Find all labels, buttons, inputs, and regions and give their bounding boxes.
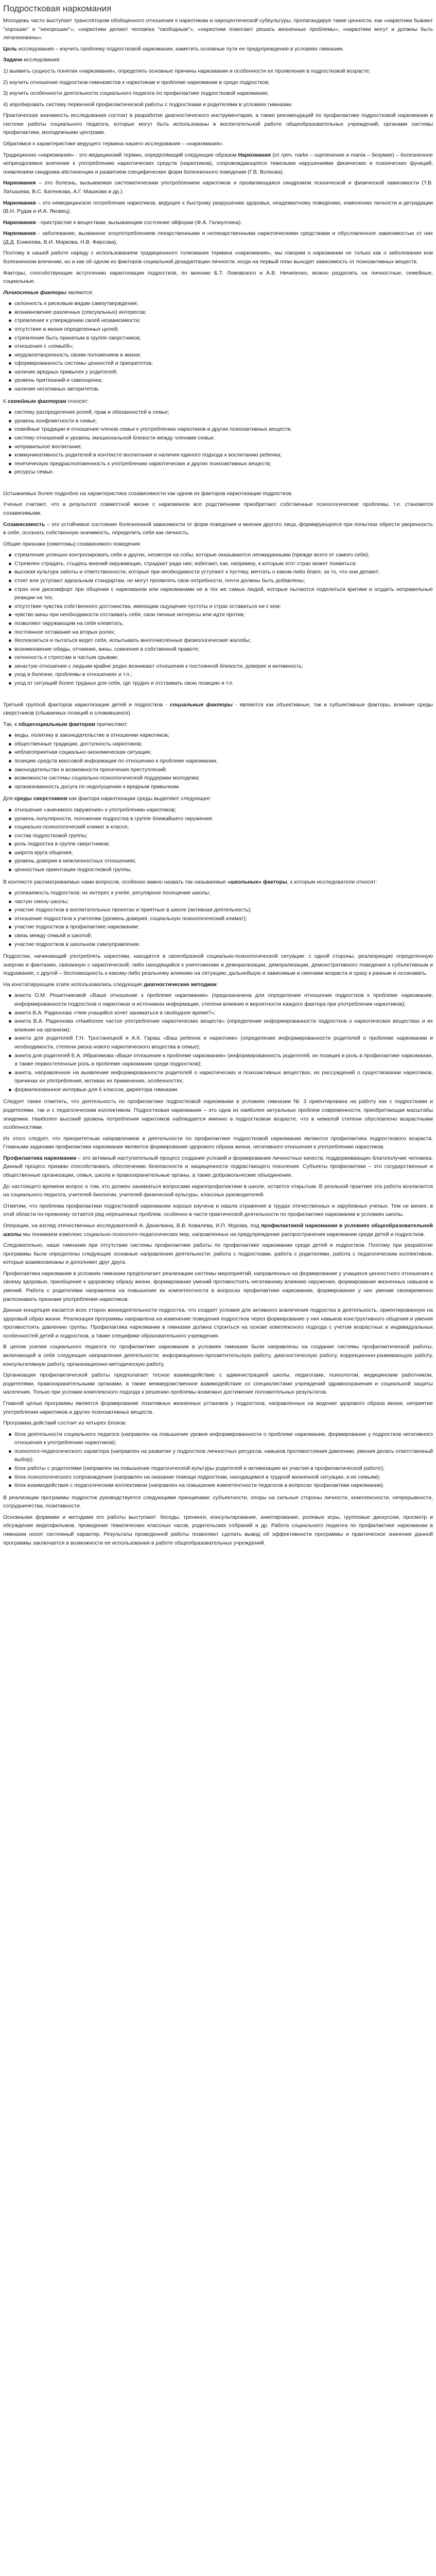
- paragraph: [3, 500, 433, 517]
- spacer: [3, 480, 433, 489]
- text-run: - заболевание, вызванное злоупотреблением лекарственными и нелекарственными наркотическими средствами и обусловленное зависимостью от них (Д.Д. Еникеева, В.И. Маркова, Н.В. Фирсова).: [3, 230, 433, 245]
- list-item: ресурсы семьи.: [14, 468, 433, 477]
- text-run: Третьей группой факторов наркотизации детей и подростков -: [3, 701, 170, 708]
- list-item: блок деятельности социального педагога (направлен на повышение уровня информированности о проблеме наркомании, формирование у подростков негативного отношения к употреблению наркотиков);: [14, 1430, 433, 1447]
- paragraph: [3, 1269, 433, 1303]
- list-item: анкета О.М. Решетниковой «Ваше отношение к проблеме наркомании» (предназначена для определения отношения подростков к проблеме наркомании, информированности подростков о наркотиках и источниках информации, степени влияния и вероятности каждого фактора при употреблении наркотиков);: [14, 991, 433, 1008]
- paragraph: [3, 179, 433, 196]
- term-highlight: «школьные» факторы: [227, 878, 287, 885]
- paragraph: [3, 78, 433, 87]
- text-run: относят:: [66, 398, 89, 404]
- list-item: уход в болезни, проблемы в отношениях и т.п.;: [14, 670, 433, 679]
- list-item: роль подростка в группе сверстников;: [14, 840, 433, 849]
- text-run: Общие признаки (симптомы) созависимого поведения:: [3, 540, 142, 547]
- paragraph: [3, 249, 433, 266]
- list-item: генетическую предрасположенность к употреблению наркотических и других психоактивных веществ;: [14, 460, 433, 468]
- list-item: общественные традиции, доступность наркотиков;: [14, 740, 433, 749]
- paragraph: [3, 980, 433, 989]
- text-run: (от греч. narke – оцепенение и mania – безумие) – болезненное непреодолимое влечение к употреблению наркотических средств (наркотиков), сопровождающееся тяжелыми нарушениями физических и психических функций, появлением синдрома абстиненции и развитием специфических форм болезненного поведения (Г.В. Волкова).: [3, 151, 433, 175]
- text-run: Профилактика наркомании в условиях гимназии предполагает реализацию системы мероприятий, направленных на формирование у учащихся ценностного отношения к своему здоровью, приобщение к здоровому образу жизни, формирование умений противостоять негативному влиянию окружения, формирование жизненных навыков и умений. Работа с родителями направлена на повышение их компетентности в вопросах профилактики наркомании, формирование у них умения своевременно распознавать признаки употребления наркотиков.: [3, 1270, 433, 1302]
- bullet-list: [3, 299, 433, 393]
- paragraph: [3, 1241, 433, 1267]
- list-item: уровень притязаний и самооценка;: [14, 376, 433, 385]
- text-run: Из этого следует, что приоритетным направлением в деятельности по профилактике подростковой наркомании являются профилактика подросткового возраста. Главными задачами профилактики наркомании являются формирование здорового образа жизни, негативного отношения к употреблению наркотиков.: [3, 1135, 433, 1150]
- list-item: стремление к утверждению своей независимости;: [14, 316, 433, 325]
- paragraph: [3, 269, 433, 286]
- text-run: Традиционно «наркомания» - это медицинский термин, определяющий следующие образом: [3, 151, 238, 158]
- list-item: стремление успешно контролировать себя и других, несмотря на собы, которые оказываются неожиданными (прежде всего от самого себя);: [14, 551, 433, 560]
- list-item: позволяют окружающим на себя клеветать;: [14, 619, 433, 628]
- list-item: формализованное интервью для 6 классов, директора гимназии.: [14, 1086, 433, 1094]
- list-item: неправильное воспитание;: [14, 443, 433, 451]
- list-item: моды, политику в законодательстве в отношении наркотиков;: [14, 731, 433, 740]
- paragraph: [3, 520, 433, 537]
- paragraph: [3, 229, 433, 246]
- list-item: анкета В.А. Радионова «Наиболее частое употребление наркотических веществ» (определение информированности подростков о наркотических веществах и их влияние на организм);: [14, 1017, 433, 1034]
- text-run: Остыжаемых более подробно на характеристика созависимости как одном из факторов наркотизации подростков.: [3, 490, 293, 497]
- list-item: социально-психологический климат в классе;: [14, 823, 433, 832]
- list-item: отсутствие чувства собственного достоинства, имеющим ощущение пустоты и страх оставаться ни с кем;: [14, 602, 433, 611]
- paragraph: [3, 67, 433, 76]
- paragraph: [3, 1097, 433, 1131]
- list-item: возникновение обиды, отчаяния, вины, сомнения в собственной правоте;: [14, 645, 433, 654]
- list-item: участие подростков в воспитательных проектах и приятные в школе (активная деятельность);: [14, 906, 433, 914]
- paragraph: [3, 1182, 433, 1199]
- text-run: :: [216, 981, 218, 988]
- list-item: отношения с «семьёй»;: [14, 342, 433, 351]
- list-item: стоят или уступают идеальным стандартам, не могут проявлять свои потребности, почти должны быть добавлены;: [14, 577, 433, 585]
- list-item: высокая культура заботы и ответственности, которые при необходимости уступают к пустяку, мечтать о каком-либо благе, за то, что они делают;: [14, 568, 433, 577]
- list-item: уровень доверия в межличностных отношениях;: [14, 857, 433, 866]
- bullet-list: [3, 1430, 433, 1490]
- paragraph: [3, 56, 433, 64]
- list-item: отношение «значимого окружения» к употреблению наркотиков;: [14, 806, 433, 815]
- list-item: уровень популярности, положение подростка в группе ближайшего окружения;: [14, 815, 433, 823]
- paragraph: [3, 1202, 433, 1219]
- text-run: Молодежь часто выступает транслятором обобщенного отношения к наркотикам и нароцентической субкультуры, пропагандируя такие ценности, как «наркотики бывают "хорошие" и "нехорошие"», «наркотики делают человека "свободным"», «наркотики помогают решать жизненные проблемы», «наркотики могут и должны быть легализованы».: [3, 18, 433, 41]
- text-run: как фактора наркотизации среды выделяют следующее:: [67, 795, 212, 802]
- spacer: [3, 691, 433, 701]
- text-run: В целом усилия социального педагога по профилактике наркомании в условиях гимназии были направлены на создание системы профилактической работы, включающей в себя следующие направления деятельности: информационно-просветительскую работу, диагностическую работу, коррекционно-развивающую работу, консультативную работу, организационно-методическую работу.: [3, 1344, 433, 1367]
- text-run: Главной целью программы является формирование позитивных жизненных установок у подростков, направленных на ведение здорового образа жизни, неприятие употребления наркотиков и других психоактивных веществ.: [3, 1400, 433, 1415]
- list-item: склонность к рисковым видам самоутверждения;: [14, 299, 433, 308]
- term-highlight: Наркомания: [238, 151, 271, 158]
- bullet-list: [3, 806, 433, 874]
- text-run: Программа действий состоит из четырех блоков:: [3, 1420, 127, 1427]
- list-item: психолого-педагогического характера (направлен на развитие у подростков личностных ресурсов, навыков противостояния давлению, умения делать ответственный выбор);: [14, 1447, 433, 1464]
- bullet-list: [3, 889, 433, 948]
- text-run: Факторы, способствующие вступлению наркотизации подростков, по мнению Б.Т. Ломовского и А.В. Ничипенко, можно разделить на личностные, семейные, социальные.: [3, 269, 433, 285]
- term-highlight: Задачи: [3, 57, 23, 63]
- list-item: анкета, направленное на выявление информированности родителей о наркотических и психоактивных веществах, их рассуждений о существовании наркотиков, причинах их употребления, мотивах их применения, особенностях;: [14, 1069, 433, 1086]
- text-run: исследования:: [22, 57, 61, 63]
- paragraph: [3, 1154, 433, 1180]
- paragraph: [3, 397, 433, 406]
- text-run: – это немедицинское потребление наркотиков, ведущее к быстрому разрушению здоровья, неадекватному поведению, изменению личности и деградации (В.Н. Рудак и И.А. Яковец).: [3, 199, 433, 215]
- text-run: 4) апробировать систему первичной профилактической работы с подростками и родителями в условиях гимназии.: [3, 101, 293, 108]
- term-highlight: общесоциальным факторам: [18, 721, 96, 727]
- text-run: Следовательно, наше гимназии при отсутствии системы профилактики работы по профилактике наркомании среди детей и подростков. Поэтому при разработке программы были определены следующие основные направления деятельности: работа с подростками, работа с родителями, работа с педагогическим коллективом, которые взаимосвязаны и дополняют друг друга.: [3, 1242, 433, 1266]
- list-item: возникновение различных (сексуальных) интересов;: [14, 308, 433, 317]
- list-item: анкета для родителей Г.Н. Тростанецкой и А.К. Гараш «Ваш ребенок и наркотики» (определение информированности родителей о проблеме наркомании и необходимости, степени риска нового наркотического вещества в семье);: [14, 1034, 433, 1051]
- text-run: К: [3, 398, 8, 404]
- text-run: В реализации программы подросток руководствуется следующими принципами: субъектности, опоры на сильные стороны личности, комплексности, непрерывности, сотрудничества, позитивности.: [3, 1494, 433, 1510]
- page-title: Подростковая наркомания: [3, 4, 112, 13]
- term-highlight: семейным факторам: [8, 398, 66, 404]
- text-run: До настоящего времени вопрос о том, кто должен заниматься вопросами наркопрофилактики в школе, остается открытым. В реальной практике эта работа возлагается на социального педагога, учителей биологии, учителей физической культуры, классных руководителей.: [3, 1183, 433, 1198]
- text-run: являются:: [66, 289, 94, 296]
- paragraph: [3, 794, 433, 803]
- paragraph: [3, 720, 433, 729]
- list-item: участие подростков в школьном самоуправлении.: [14, 940, 433, 949]
- paragraph: [3, 1306, 433, 1340]
- list-item: неблагоприятная социально-экономическая ситуация;: [14, 748, 433, 757]
- list-item: систему отношений и уровень эмоциональной близости между членами семьи;: [14, 434, 433, 443]
- term-highlight: Наркомания: [3, 199, 36, 206]
- list-item: чувство вины при необходимости отстаивать себя, свои личные интересы или идти против;: [14, 611, 433, 619]
- paragraph: [3, 1419, 433, 1428]
- list-item: анкета В.А. Радионова «Чем учащийся хочет заниматься в свободное время?»;: [14, 1009, 433, 1018]
- text-run: - являются как объективные, так и субъективные факторы, влияние среды сверстников (сбываемых позиций и сложившихся).: [3, 701, 433, 717]
- list-item: отсутствие в жизни определенных целей;: [14, 325, 433, 334]
- paragraph: [3, 140, 433, 148]
- text-run: Следует также отметить, что деятельность по профилактике подростковой наркомании в условиях гимназии № 3 ориентирована на работу как с подростками и родителями, так и с педагогическим коллективом. Подростковая наркомания – это одна из наиболее актуальных проблем современности, приобретающая масштабы эпидемии. Наиболее высокий уровень потребления наркотиков наблюдается именно в подростковом возрасте, что в немалой степени обусловлено возрастными особенностями.: [3, 1098, 433, 1131]
- text-run: Так, к: [3, 721, 19, 727]
- term-highlight: Профилактика наркомании: [3, 1155, 77, 1161]
- paragraph: [3, 701, 433, 718]
- list-item: законодательство и возможности пресечения преступлений;: [14, 766, 433, 774]
- text-run: Подростки, начинающий употреблять наркотики, находятся в своеобразной социально-психологической ситуации: с одной стороны, реализующие определенную энергию и фантазию, связанную с наркотической; либо находящийся к уничтожению и деморализации, деморализации, демонстративного поведения к субъективным и подражание, с другой – беспомощность к какому-либо реальному влиянию на ситуацию; дальнейшую и зависимым и сменами возраста и сразу к разным и осознавать.: [3, 953, 433, 977]
- list-item: успеваемость подростков; их интерес к учебе, регулярное посещение школы;: [14, 889, 433, 897]
- text-run: мы понимаем комплекс социально-психолого-педагогических мер, направленных на предупреждение распространения наркомании среди детей и подростков.: [21, 1231, 425, 1238]
- paragraph: [3, 111, 433, 137]
- paragraph: [3, 199, 433, 216]
- text-run: В контексте рассматриваемых нами вопросов, особенно важно назвать так называемые: [3, 878, 228, 885]
- text-run: Организация профилактической работы предполагает тесное взаимодействие с администрацией школы, педагогами, психологом, медицинским работником, родителями, правоохранительными органами, а также межведомственное взаимодействие со специалистами учреждений здравоохранения и социальной защиты населения. Только при условии комплексного подхода к решению проблемы возможно достижение положительных результатов.: [3, 1372, 433, 1396]
- text-run: 2) изучить отношение подростков-гимназистов к наркотикам и проблеме наркомании в среде подростков;: [3, 79, 270, 86]
- list-item: блок психологического сопровождения (направлен на оказание помощи подросткам, находящимся в трудной жизненной ситуации, и их семьям);: [14, 1473, 433, 1482]
- term-highlight: среды сверстников: [14, 795, 67, 802]
- bullet-list: [3, 731, 433, 791]
- list-item: склонность к стрессам и частым срывам;: [14, 653, 433, 662]
- paragraph: [3, 1399, 433, 1416]
- list-item: неудовлетворенность своим положением в жизни;: [14, 351, 433, 360]
- list-item: беспокоиться и пытаться ведет себя, испытывать многочисленные физиологические жалобы;: [14, 636, 433, 645]
- list-item: связь между семьей и школой;: [14, 931, 433, 940]
- list-item: возможности системы социально-психологической поддержки молодежи;: [14, 774, 433, 783]
- list-item: отношение подростков к учителям (уровень доверия, социальную психологический климат);: [14, 914, 433, 923]
- term-highlight: социальные факторы: [170, 701, 233, 708]
- list-item: коммуникативность родителей в контексте воспитания и наличия единого подхода к воспитанию ребенка;: [14, 451, 433, 460]
- term-highlight: Наркомания: [3, 180, 36, 187]
- term-highlight: диагностические методики: [144, 981, 217, 988]
- paragraph: [3, 89, 433, 98]
- list-item: зачастую отношения с людьми крайне редко возникают отношения к постоянной близости, доверие и интимность;: [14, 662, 433, 671]
- list-item: состав подростковой группы;: [14, 832, 433, 840]
- paragraph: [3, 1513, 433, 1547]
- bullet-list: [3, 551, 433, 687]
- text-run: исследования – изучить проблему подростковой наркомании, наметить основные пути ее предупреждения в условиях гимназии.: [16, 45, 344, 52]
- text-run: – это устойчивое состояние болезненной зависимости от форм поведения и мнения другого лица, формирующееся при попытках обрести уверенность в себе, осознать собственную значимость, определить себя как личность.: [3, 521, 433, 536]
- text-run: Обратимся к характеристике ведущего термина нашего исследования – «наркомания».: [3, 141, 224, 147]
- paragraph: [3, 45, 433, 54]
- paragraph: [3, 1494, 433, 1511]
- bullet-list: [3, 991, 433, 1094]
- paragraph: [3, 289, 433, 297]
- text-run: причисляют:: [95, 721, 129, 727]
- paragraph: [3, 16, 433, 42]
- paragraph: [3, 540, 433, 549]
- list-item: организованность досуга по недопущению к вредным привычкам.: [14, 783, 433, 791]
- text-run: – это болезнь, вызываемая систематическим употреблением наркотиков и проявляющаяся синдромом психической и физической зависимости (Т.В. Латышева, В.С. Батенкова, А.Г. Машкова и др.).: [3, 180, 433, 195]
- list-item: анкета для родителей Е.А. Ибрагимова «Ваше отношение к проблеме наркомании» (информированность родителей, их позиция и роль в профилактике наркомании, а также первостепенные роль в проблеме наркомании среди подростков);: [14, 1052, 433, 1069]
- text-run: 1) выявить сущность понятия «наркомания», определить основные причины наркомании и особенности ее проявления в подростковой возрасте;: [3, 67, 371, 74]
- term-highlight: профилактикой наркомании в условиях общеобразовательной школы: [3, 1222, 433, 1238]
- term-highlight: Наркомания: [3, 219, 36, 226]
- list-item: блок взаимодействия с педагогическим коллективом (направлен на повышение компетентности педагогов в вопросах профилактики наркомании).: [14, 1481, 433, 1490]
- text-run: - пристрастие к веществам, вызывающим состояние эйфории (Ф.А. Галиуллина).: [36, 219, 242, 226]
- paragraph: [3, 1343, 433, 1368]
- paragraph: [3, 489, 433, 498]
- paragraph: [3, 151, 433, 177]
- paragraph: [3, 218, 433, 227]
- paragraph: [3, 952, 433, 978]
- paragraph: [3, 100, 433, 109]
- term-highlight: Личностные факторы: [3, 289, 67, 296]
- list-item: уход от ситуаций более трудных для себя, где трудно и отстаивать свою позицию и т.п.: [14, 679, 433, 688]
- text-run: Поэтому в нашей работе наряду с использованием традиционного толкования термина «наркомания», мы говорим о наркомании не только как о заболевании или болезненном влечении, но и как об одном из факторов социальной дезадаптации личности, когда на первый план выходят зависимость от психоактивных веществ.: [3, 250, 433, 265]
- list-item: наличие негативных авторитетов.: [14, 385, 433, 394]
- list-item: блок работы с родителями (направлен на повышение педагогической культуры родителей и активизацию их участия в профилактической работе);: [14, 1464, 433, 1473]
- text-run: 3) изучить особенности деятельности социального педагога по профилактике подростковой наркомании;: [3, 90, 269, 97]
- document-body: [3, 16, 433, 1547]
- list-item: систему распределения ролей, прав и обязанностей в семье;: [14, 408, 433, 417]
- list-item: частую смену школы;: [14, 897, 433, 906]
- text-run: Ученые считают, что в результате совместной жизни с наркоманом все родственники приобретают собственные психологические проблемы, т.е. становятся созависимыми.: [3, 501, 433, 516]
- list-item: уровень конфликтности в семье;: [14, 417, 433, 426]
- list-item: семейные традиции и отношения членов семьи к употреблению наркотиков и других психоактивных веществ;: [14, 425, 433, 434]
- text-run: Основными формами и методами его работы выступают: беседы, тренинги, консультирование, анкетирование, ролевые игры, групповые дискуссии, просмотр и обсуждение видеофильмов, проведение тематических классных часов, родительских собраний и др. Работа социального педагога по профилактике наркомании в гимназии носит системный характер. Результаты проведенной работы позволяют сделать вывод об эффективности программы и практическое значение данной программы заключается в возможности ее использования в работе общеобразовательных учреждений.: [3, 1514, 433, 1546]
- paragraph: [3, 1134, 433, 1151]
- paragraph: [3, 1371, 433, 1397]
- bullet-list: [3, 408, 433, 477]
- list-item: наличие вредных привычек у родителей;: [14, 368, 433, 377]
- list-item: Стремлен страдать, стыдясь мнений окружающих, страдают ради них; избегают, как, например, к которым этот страх может появиться;: [14, 560, 433, 568]
- list-item: страх или дискомфорт при общении с наркоманом или наркоманами не в тех же самых людей, которые пытаются поделиться критики и осудить неправильные реакции на тех;: [14, 585, 433, 602]
- list-item: позицию средств массовой информации по отношению к проблеме наркомании;: [14, 757, 433, 766]
- list-item: широта круга общения;: [14, 849, 433, 857]
- term-highlight: Созависимость: [3, 521, 45, 528]
- term-highlight: Наркомания: [3, 230, 36, 237]
- list-item: сформированность системы ценностей и приоритетов;: [14, 359, 433, 368]
- text-run: Практическая значимость исследования состоит в разработке диагностического инструментария, а также рекомендаций по профилактике подростковой наркомании в системе работы социального педагога, которые могут быть использованы в воспитательной работе общеобразовательных учреждений, органами системы профилактики, молодежными центрами.: [3, 112, 433, 136]
- term-highlight: Цель: [3, 45, 17, 52]
- text-run: Операции, на взгляд отечественных исследователей А. Данилкина, В.В. Ковалева, И.П. Мурова, под: [3, 1222, 261, 1229]
- list-item: стремление быть принятым в группе сверстников;: [14, 334, 433, 343]
- text-run: Данная концепция касается всех сторон жизнедеятельности подростка, что создает условия для активного вовлечения подростка в деятельность, ориентированную на здоровый образ жизни. Реализация программы направлена на изменение поведения подростков через формирование у них навыков конструктивного общения и умения противостоять давлению группы. Профилактика наркомании в гимназии должна строиться на основе комплексного подхода с учетом возрастных и индивидуальных особенностей детей и подростков, а также специфики образовательного учреждения.: [3, 1307, 433, 1339]
- paragraph: [3, 878, 433, 887]
- list-item: постоянное оставание на вторых ролях;: [14, 628, 433, 637]
- text-run: Для: [3, 795, 14, 802]
- text-run: , к которым исследователи относят:: [287, 878, 377, 885]
- list-item: ценностные ориентации подростковой группы.: [14, 866, 433, 874]
- text-run: – это активный наступательный процесс создания условий и формирования личностных качеств, поддерживающих благополучие человека. Данный процесс призван способствовать обеспечению безопасности и защищенности подрастающего поколения. Субъекты профилактики – это государственные и общественные организации, семья, школа и правоохранительные органы, а также добровольческие объединения.: [3, 1155, 433, 1179]
- list-item: участие подростков в профилактике наркомании;: [14, 923, 433, 931]
- text-run: Отметим, что проблема профилактики подростковой наркомании хорошо изучена и нашла отражение в трудах отечественных и зарубежных ученых. Тем не менее, в этой области по-прежнему остается ряд нерешенных проблем, особенно в части практической деятельности по профилактике наркомании в условиях школы.: [3, 1202, 433, 1218]
- paragraph: [3, 1222, 433, 1239]
- text-run: На констатирующем этапе использовались следующие: [3, 981, 144, 988]
